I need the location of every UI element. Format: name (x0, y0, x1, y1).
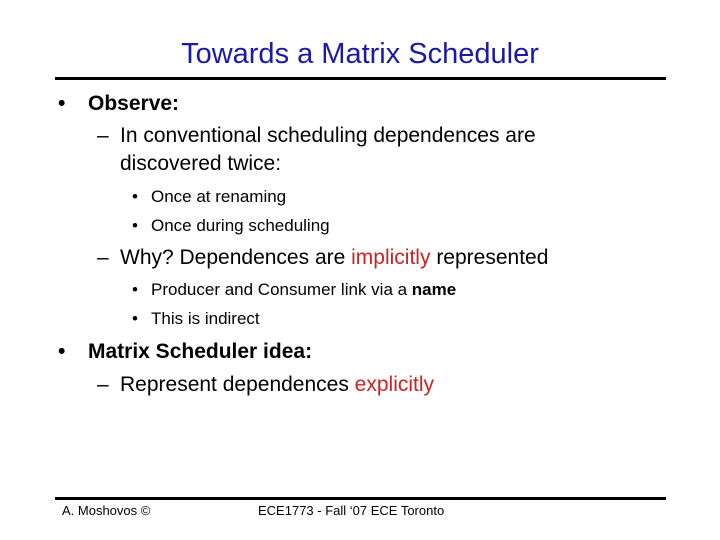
footer-author: A. Moshovos © (62, 503, 151, 518)
once-renaming-text: Once at renaming (151, 187, 287, 206)
dash-icon: – (97, 124, 109, 147)
bullet-icon: • (132, 187, 138, 206)
conventional-continuation (120, 152, 281, 176)
bullet-icon: • (132, 216, 138, 235)
represent-prefix: Represent dependences (120, 373, 355, 396)
indirect-text: This is indirect (151, 309, 260, 328)
bullet-icon: • (132, 280, 138, 299)
conventional-text-line1: In conventional scheduling dependences are (120, 124, 536, 147)
sub-bullet-represent (97, 373, 434, 397)
matrix-idea-text: Matrix Scheduler idea: (88, 340, 313, 363)
why-prefix: Why? Dependences are (120, 246, 352, 269)
slide-title: Towards a Matrix Scheduler (181, 38, 539, 70)
dash-icon: – (97, 246, 109, 269)
producer-text: Producer and Consumer link via a (151, 280, 412, 299)
represent-highlight: explicitly (354, 373, 435, 396)
once-scheduling-text: Once during scheduling (151, 216, 330, 235)
bullet-icon: • (132, 309, 138, 328)
bullet-icon: • (58, 340, 66, 363)
observe-text: Observe: (88, 92, 180, 115)
footer-course: ECE1773 - Fall ‘07 ECE Toronto (258, 503, 445, 518)
bullet-icon: • (58, 92, 66, 115)
item-indirect (132, 309, 260, 329)
why-highlight: implicitly (351, 246, 431, 269)
sub-bullet-conventional (97, 124, 536, 148)
bullet-matrix-idea (58, 340, 312, 364)
item-once-renaming (132, 187, 286, 207)
title-divider (55, 77, 666, 80)
why-suffix: represented (430, 246, 549, 269)
producer-bold: name (411, 280, 457, 299)
sub-bullet-why (97, 246, 548, 270)
item-producer-consumer (132, 280, 456, 300)
conventional-text-line2: discovered twice: (120, 152, 282, 175)
footer-divider (55, 497, 666, 500)
dash-icon: – (97, 373, 109, 396)
bullet-observe (58, 92, 179, 116)
item-once-scheduling (132, 216, 330, 236)
